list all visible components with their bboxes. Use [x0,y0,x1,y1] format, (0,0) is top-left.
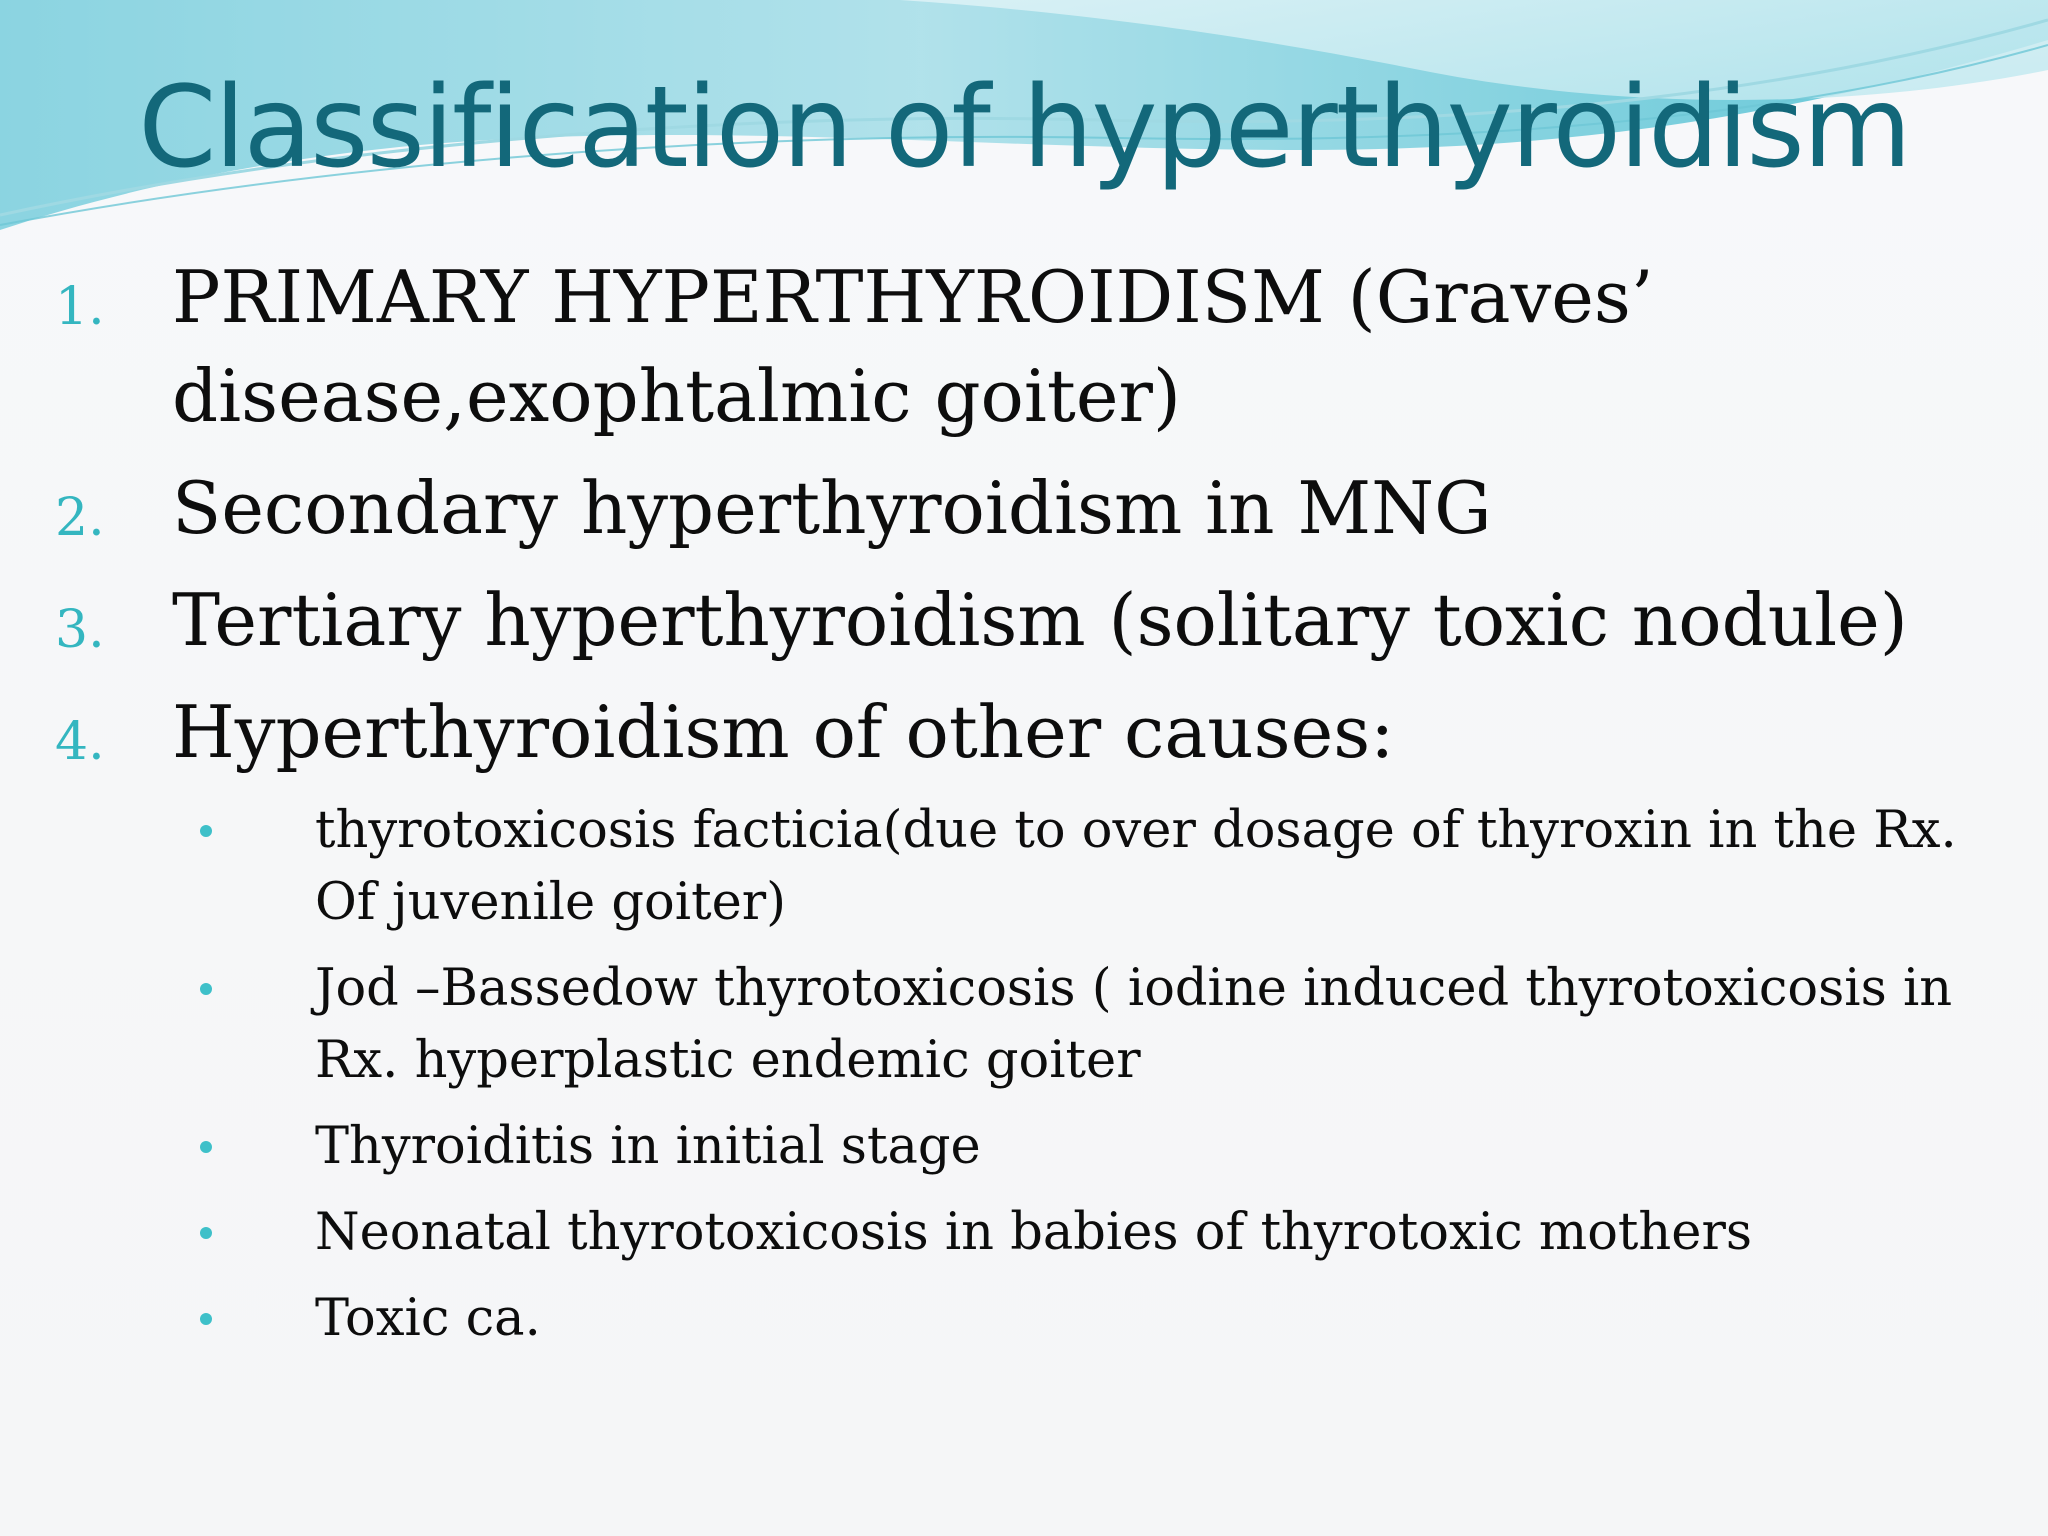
bullet-icon [200,1227,212,1239]
sub-list-item [0,1283,2048,1355]
slide-title: Classification of hyperthyroidism [138,63,1910,193]
list-number: 2. [55,488,105,548]
sub-item-text: Neonatal thyrotoxicosis in babies of thyrotoxic mothers [315,1203,1752,1262]
sub-list-item [0,1111,2048,1183]
list-number: 4. [55,712,105,772]
bullet-icon [200,1313,212,1325]
list-item [0,459,2048,558]
other-causes-list [0,795,2048,1355]
list-item [0,683,2048,782]
list-item [0,571,2048,670]
list-item-text: PRIMARY HYPERTHYROIDISM (Graves’ disease,exophtalmic goiter) [172,255,1654,438]
sub-item-text: Jod –Bassedow thyrotoxicosis ( iodine induced thyrotoxicosis in Rx. hyperplastic endemic goiter [315,959,1953,1090]
sub-list-item [0,795,2048,939]
list-item-text: Tertiary hyperthyroidism (solitary toxic nodule) [172,578,1908,662]
list-item [0,248,2048,446]
sub-list-item [0,953,2048,1097]
list-number: 1. [55,277,105,337]
sub-item-text: Toxic ca. [315,1289,541,1348]
list-number: 3. [55,600,105,660]
sub-item-text: thyrotoxicosis facticia(due to over dosage of thyroxin in the Rx. Of juvenile goiter) [315,801,1957,932]
bullet-icon [200,1141,212,1153]
classification-list [0,248,2048,1369]
list-item-text: Hyperthyroidism of other causes: [172,690,1395,774]
list-item-text: Secondary hyperthyroidism in MNG [172,466,1492,550]
sub-item-text: Thyroiditis in initial stage [315,1117,981,1176]
sub-list-item [0,1197,2048,1269]
bullet-icon [200,825,212,837]
bullet-icon [200,983,212,995]
